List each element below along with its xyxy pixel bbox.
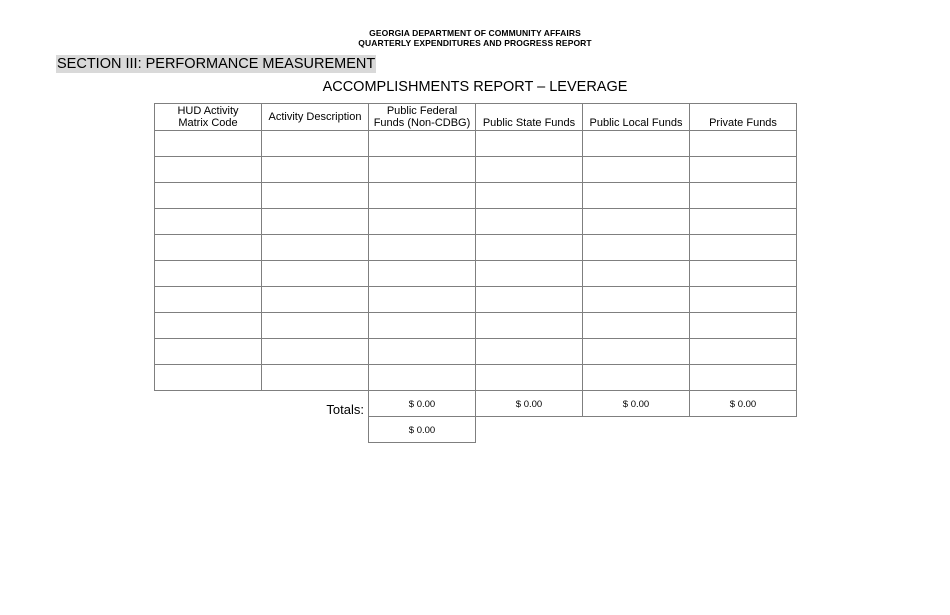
col-header-line: Public Federal — [386, 105, 458, 117]
public-local-cell[interactable] — [583, 209, 690, 235]
public-federal-cell[interactable] — [369, 339, 476, 365]
section-title: SECTION III: PERFORMANCE MEASUREMENT — [57, 56, 376, 72]
public-federal-cell[interactable] — [369, 287, 476, 313]
private-funds-cell[interactable] — [690, 261, 797, 287]
activity-description-cell[interactable] — [262, 339, 369, 365]
col-header-line: Matrix Code — [178, 117, 238, 129]
activity-description-cell[interactable] — [262, 287, 369, 313]
grand-total-row — [155, 417, 797, 443]
public-federal-cell[interactable] — [369, 313, 476, 339]
col-header-public-federal — [369, 104, 476, 131]
private-funds-cell[interactable] — [690, 339, 797, 365]
table-header-row — [155, 104, 797, 131]
public-federal-cell[interactable] — [369, 209, 476, 235]
table-row — [155, 183, 797, 209]
col-header-public-local — [583, 104, 690, 131]
hud-code-cell[interactable] — [155, 131, 262, 157]
public-state-cell[interactable] — [476, 157, 583, 183]
total-local[interactable]: $ 0.00 — [583, 391, 690, 417]
activity-description-cell[interactable] — [262, 209, 369, 235]
agency-header: GEORGIA DEPARTMENT OF COMMUNITY AFFAIRS — [369, 28, 581, 38]
table-row — [155, 365, 797, 391]
table-row — [155, 261, 797, 287]
table-row — [155, 209, 797, 235]
public-local-cell[interactable] — [583, 313, 690, 339]
grand-total-spacer — [155, 417, 369, 443]
total-private[interactable]: $ 0.00 — [690, 391, 797, 417]
grand-total[interactable]: $ 0.00 — [369, 417, 476, 443]
public-local-cell[interactable] — [583, 157, 690, 183]
public-state-cell[interactable] — [476, 287, 583, 313]
col-header-hud-code — [155, 104, 262, 131]
public-state-cell[interactable] — [476, 339, 583, 365]
activity-description-cell[interactable] — [262, 183, 369, 209]
public-local-cell[interactable] — [583, 365, 690, 391]
table-row — [155, 313, 797, 339]
public-local-cell[interactable] — [583, 131, 690, 157]
col-header-line: Private Funds — [709, 117, 777, 129]
public-federal-cell[interactable] — [369, 157, 476, 183]
hud-code-cell[interactable] — [155, 235, 262, 261]
public-state-cell[interactable] — [476, 313, 583, 339]
activity-description-cell[interactable] — [262, 365, 369, 391]
table-row — [155, 131, 797, 157]
public-local-cell[interactable] — [583, 235, 690, 261]
total-state[interactable]: $ 0.00 — [476, 391, 583, 417]
public-federal-cell[interactable] — [369, 131, 476, 157]
col-header-private — [690, 104, 797, 131]
hud-code-cell[interactable] — [155, 183, 262, 209]
public-state-cell[interactable] — [476, 365, 583, 391]
private-funds-cell[interactable] — [690, 287, 797, 313]
table-row — [155, 287, 797, 313]
public-state-cell[interactable] — [476, 261, 583, 287]
col-header-line: Public State Funds — [482, 117, 576, 129]
public-state-cell[interactable] — [476, 235, 583, 261]
hud-code-cell[interactable] — [155, 157, 262, 183]
col-header-line: Funds (Non-CDBG) — [373, 117, 471, 129]
public-federal-cell[interactable] — [369, 183, 476, 209]
hud-code-cell[interactable] — [155, 209, 262, 235]
col-header-line: HUD Activity — [177, 105, 239, 117]
report-header: QUARTERLY EXPENDITURES AND PROGRESS REPORT — [358, 38, 592, 48]
activity-description-cell[interactable] — [262, 261, 369, 287]
private-funds-cell[interactable] — [690, 365, 797, 391]
total-federal[interactable]: $ 0.00 — [369, 391, 476, 417]
public-federal-cell[interactable] — [369, 365, 476, 391]
col-header-activity-description — [262, 104, 369, 131]
public-state-cell[interactable] — [476, 131, 583, 157]
report-title: ACCOMPLISHMENTS REPORT – LEVERAGE — [322, 79, 628, 95]
table-row — [155, 235, 797, 261]
private-funds-cell[interactable] — [690, 183, 797, 209]
table-row — [155, 157, 797, 183]
hud-code-cell[interactable] — [155, 339, 262, 365]
activity-description-cell[interactable] — [262, 157, 369, 183]
activity-description-cell[interactable] — [262, 235, 369, 261]
col-header-line: Public Local Funds — [589, 117, 683, 129]
public-local-cell[interactable] — [583, 261, 690, 287]
public-local-cell[interactable] — [583, 287, 690, 313]
private-funds-cell[interactable] — [690, 313, 797, 339]
col-header-line: Activity Description — [268, 111, 362, 123]
private-funds-cell[interactable] — [690, 157, 797, 183]
private-funds-cell[interactable] — [690, 131, 797, 157]
hud-code-cell[interactable] — [155, 365, 262, 391]
col-header-public-state — [476, 104, 583, 131]
table-row — [155, 339, 797, 365]
hud-code-cell[interactable] — [155, 287, 262, 313]
totals-row — [155, 391, 797, 417]
activity-description-cell[interactable] — [262, 131, 369, 157]
private-funds-cell[interactable] — [690, 235, 797, 261]
public-local-cell[interactable] — [583, 339, 690, 365]
leverage-table — [154, 103, 797, 443]
public-state-cell[interactable] — [476, 209, 583, 235]
totals-label: Totals: — [326, 401, 364, 417]
hud-code-cell[interactable] — [155, 261, 262, 287]
public-state-cell[interactable] — [476, 183, 583, 209]
public-federal-cell[interactable] — [369, 261, 476, 287]
hud-code-cell[interactable] — [155, 313, 262, 339]
public-federal-cell[interactable] — [369, 235, 476, 261]
activity-description-cell[interactable] — [262, 313, 369, 339]
private-funds-cell[interactable] — [690, 209, 797, 235]
grand-total-spacer — [476, 417, 797, 443]
public-local-cell[interactable] — [583, 183, 690, 209]
